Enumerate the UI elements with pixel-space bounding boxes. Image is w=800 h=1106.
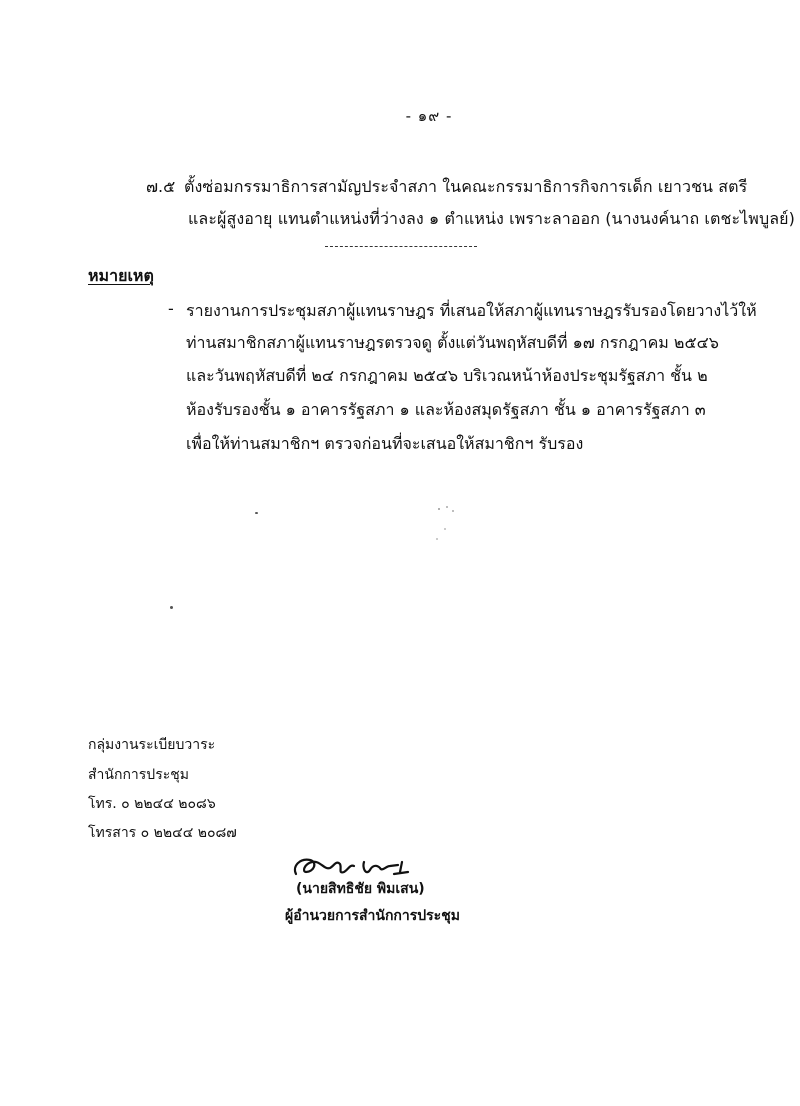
scan-speck <box>452 510 454 512</box>
footer-office: สำนักการประชุม <box>88 767 189 783</box>
footer-phone: โทร. ๐ ๒๒๔๔ ๒๐๘๖ <box>88 796 216 812</box>
page-number: - ๑๙ - <box>405 107 453 125</box>
remarks-line-3: และวันพฤหัสบดีที่ ๒๔ กรกฎาคม ๒๕๔๖ บริเวณหน้าห้องประชุมรัฐสภา ชั้น ๒ <box>186 366 708 385</box>
remarks-line-1: รายงานการประชุมสภาผู้แทนราษฎร ที่เสนอให้สภาผู้แทนราษฎรรับรองโดยวางไว้ให้ <box>186 301 757 320</box>
agenda-item-line-2: และผู้สูงอายุ แทนตำแหน่งที่ว่างลง ๑ ตำแหน่ง เพราะลาออก (นางนงค์นาถ เตชะไพบูลย์) <box>188 209 795 228</box>
signatory-name: (นายสิทธิชัย พิมเสน) <box>296 881 425 897</box>
separator-line <box>325 246 477 247</box>
signatory-title: ผู้อำนวยการสำนักการประชุม <box>285 908 460 924</box>
remarks-heading: หมายเหตุ <box>88 266 154 285</box>
remarks-line-4: ห้องรับรองชั้น ๑ อาคารรัฐสภา ๑ และห้องสมุดรัฐสภา ชั้น ๑ อาคารรัฐสภา ๓ <box>186 400 706 419</box>
remarks-line-2: ท่านสมาชิกสภาผู้แทนราษฎรตรวจดู ตั้งแต่วันพฤหัสบดีที่ ๑๗ กรกฎาคม ๒๕๔๖ <box>186 333 719 352</box>
scan-speck <box>170 606 173 609</box>
scan-speck <box>444 528 446 530</box>
scan-speck <box>446 506 448 508</box>
remarks-line-5: เพื่อให้ท่านสมาชิกฯ ตรวจก่อนที่จะเสนอให้สมาชิกฯ รับรอง <box>186 434 584 453</box>
footer-fax: โทรสาร ๐ ๒๒๔๔ ๒๐๘๗ <box>88 825 237 841</box>
scan-speck <box>436 538 438 540</box>
scan-speck <box>438 508 440 510</box>
agenda-item-line-1: ตั้งซ่อมกรรมาธิการสามัญประจำสภา ในคณะกรรมาธิการกิจการเด็ก เยาวชน สตรี <box>184 177 748 196</box>
agenda-item-number: ๗.๕ <box>146 177 176 196</box>
scan-speck <box>255 512 258 514</box>
remarks-bullet: - <box>168 299 174 318</box>
footer-department: กลุ่มงานระเบียบวาระ <box>88 737 216 753</box>
